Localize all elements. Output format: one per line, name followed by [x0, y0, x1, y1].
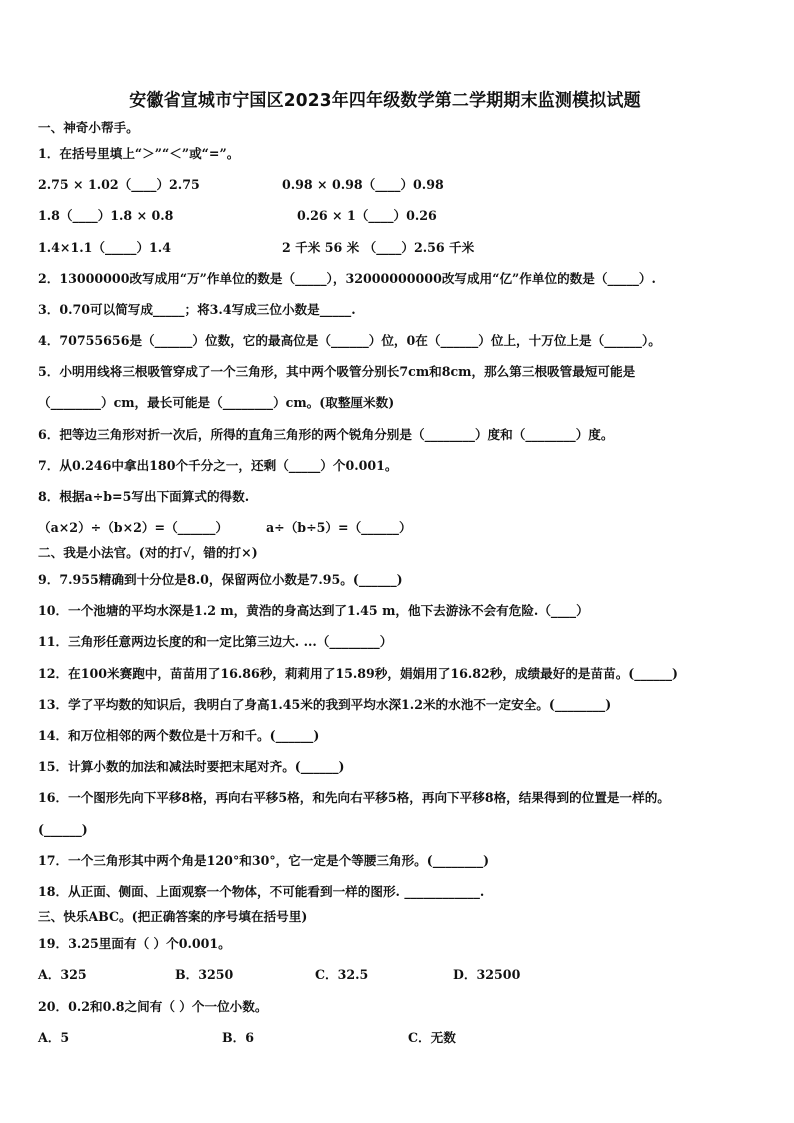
section-2-heading: 二、我是小法官。(对的打√，错的打×) — [38, 545, 258, 560]
q5-line2: （________）cm，最长可能是（________）cm。(取整厘米数) — [38, 395, 395, 410]
q20-option-a: A．5 — [38, 1030, 70, 1045]
q5-line1: 5．小明用线将三根吸管穿成了一个三角形，其中两个吸管分别长7cm和8cm，那么第三根吸管最短可能是 — [38, 364, 636, 379]
q19-option-d: D．32500 — [453, 967, 521, 982]
q1-row1-left: 2.75 × 1.02（____）2.75 — [38, 177, 200, 192]
section-1-heading: 一、神奇小帮手。 — [38, 120, 139, 135]
exam-title: 安徽省宣城市宁国区2023年四年级数学第二学期期末监测模拟试题 — [129, 91, 641, 111]
section-3-heading: 三、快乐ABC。(把正确答案的序号填在括号里) — [38, 909, 308, 924]
q8-left: （a×2）÷（b×2）=（______） — [38, 520, 229, 535]
q3: 3．0.70可以简写成_____；将3.4写成三位小数是_____. — [38, 302, 356, 317]
q7: 7．从0.246中拿出180个千分之一，还剩（_____）个0.001。 — [38, 458, 398, 473]
q2: 2．13000000改写成用“万”作单位的数是（_____），32000000000改写成用“亿”作单位的数是（_____）. — [38, 271, 656, 286]
q20-option-b: B．6 — [222, 1030, 255, 1045]
q1-row2-right: 0.26 × 1（____）0.26 — [297, 208, 437, 223]
q19-option-c: C．32.5 — [315, 967, 369, 982]
q20-option-c: C．无数 — [408, 1030, 456, 1045]
q6: 6．把等边三角形对折一次后，所得的直角三角形的两个锐角分别是（________）度和（________）度。 — [38, 427, 614, 442]
q13: 13．学了平均数的知识后，我明白了身高1.45米的我到平均水深1.2米的水池不一定安全。(________) — [38, 697, 612, 712]
q1-row2-left: 1.8（____）1.8 × 0.8 — [38, 208, 174, 223]
q8-stem: 8．根据a÷b=5写出下面算式的得数. — [38, 489, 250, 504]
q18: 18．从正面、侧面、上面观察一个物体，不可能看到一样的图形. ____________. — [38, 884, 485, 899]
q17: 17．一个三角形其中两个角是120°和30°，它一定是个等腰三角形。(________) — [38, 853, 490, 868]
q20-stem: 20．0.2和0.8之间有（ ）个一位小数。 — [38, 999, 268, 1014]
q1-row1-right: 0.98 × 0.98（____）0.98 — [282, 177, 444, 192]
q12: 12．在100米赛跑中，苗苗用了16.86秒，莉莉用了15.89秒，娟娟用了16.82秒，成绩最好的是苗苗。(______) — [38, 666, 679, 681]
q16-line1: 16．一个图形先向下平移8格，再向右平移5格，和先向右平移5格，再向下平移8格，结果得到的位置是一样的。 — [38, 790, 670, 805]
q15: 15．计算小数的加法和减法时要把末尾对齐。(______) — [38, 759, 345, 774]
q1-stem: 1．在括号里填上“＞”“＜”或“=”。 — [38, 146, 240, 161]
q1-row3-right: 2 千米 56 米 （____）2.56 千米 — [282, 240, 475, 255]
q19-option-b: B．3250 — [175, 967, 234, 982]
q19-stem: 19．3.25里面有（ ）个0.001。 — [38, 936, 231, 951]
q16-line2: (______) — [38, 822, 88, 837]
q14: 14．和万位相邻的两个数位是十万和千。(______) — [38, 728, 320, 743]
q1-row3-left: 1.4×1.1（_____）1.4 — [38, 240, 171, 255]
q10: 10．一个池塘的平均水深是1.2 m，黄浩的身高达到了1.45 m，他下去游泳不会有危险.（____） — [38, 603, 589, 618]
q4: 4．70755656是（______）位数，它的最高位是（______）位，0在（______）位上，十万位上是（______）。 — [38, 333, 661, 348]
q11: 11．三角形任意两边长度的和一定比第三边大. ...（________） — [38, 634, 393, 649]
q8-right: a÷（b÷5）=（______） — [266, 520, 412, 535]
q19-option-a: A．325 — [38, 967, 87, 982]
q9: 9．7.955精确到十分位是8.0，保留两位小数是7.95。(______) — [38, 572, 403, 587]
